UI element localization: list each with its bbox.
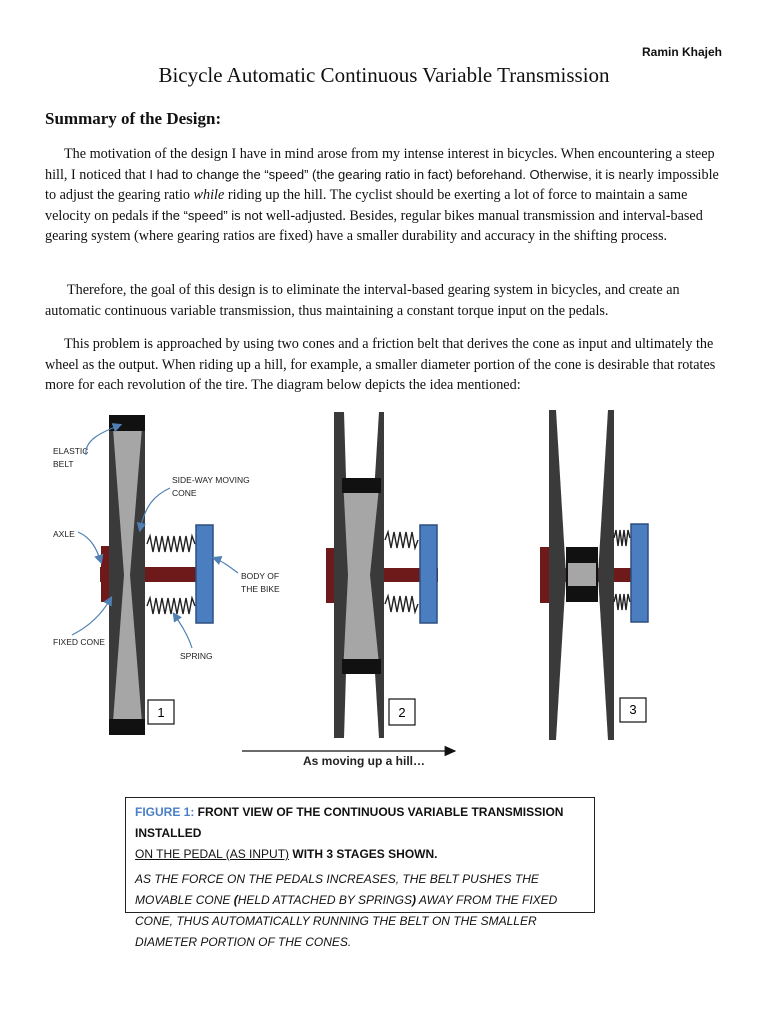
- author-name: Ramin Khajeh: [641, 45, 722, 59]
- caption-note-e: AWAY FROM THE FIXED CONE, THUS AUTOMATICALLY RUNNING THE BELT ON THE SMALLER DIAMETER PORTION OF THE CONES.: [135, 893, 558, 949]
- stage-2-assembly: [326, 412, 438, 738]
- p1-text-7: well-adjusted. Besides, regular bikes manual transmission and interval-based gearing system (where gearing ratios are fixed) have a smaller durability and accuracy in the shifting process.: [45, 207, 703, 244]
- stage-3-assembly: [540, 410, 648, 740]
- stage-3-moving-cone: [598, 410, 614, 740]
- label-spring: SPRING: [180, 651, 213, 661]
- figure-caption: [125, 797, 595, 949]
- callout-body-arrow: [214, 558, 238, 573]
- caption-note-b: (: [233, 893, 238, 907]
- callout-axle-arrow: [78, 532, 101, 562]
- stage-1-belt-top: [109, 415, 145, 431]
- label-sideway-1: SIDE-WAY MOVING: [172, 475, 250, 485]
- stage-3-fixed-cone: [549, 410, 566, 740]
- cvt-diagram: [0, 400, 768, 790]
- stage-2-moving-cone: [369, 412, 384, 738]
- caption-line-1: [135, 802, 586, 844]
- label-sideway-2: CONE: [172, 488, 197, 498]
- stage-3-number: 3: [629, 702, 637, 717]
- stage-3-spring-bottom: [614, 594, 630, 610]
- stage-1-number: 1: [157, 705, 165, 720]
- stage-1-bike-body: [196, 525, 213, 623]
- caption-figure-label: FIGURE 1:: [135, 805, 195, 819]
- callout-spring-arrow: [174, 614, 192, 648]
- label-body-2: THE BIKE: [241, 584, 280, 594]
- caption-note-d: ): [411, 893, 416, 907]
- stage-2-axle-stop: [326, 548, 334, 603]
- paragraph-motivation: [45, 144, 723, 247]
- p1-text-4: while: [193, 187, 225, 203]
- caption-note-c: HELD ATTACHED BY SPRINGS: [237, 893, 412, 907]
- p3-text: This problem is approached by using two cones and a friction belt that derives the cone as input and ultimately the wheel as the output. When riding up a hill, for example, a smaller diameter portion of the cone is desirable that rotates more for each revolution of the tire. The diagram below depicts the idea mentioned:: [45, 336, 716, 393]
- p1-text-1: The motivation of the design I have in mind arose from my intense interest in bicycles. When encountering a steep hill, I noticed that: [45, 146, 715, 183]
- caption-note: [135, 869, 586, 953]
- stage-3-belt-inner: [568, 563, 596, 586]
- progress-arrow-label: As moving up a hill…: [303, 754, 426, 768]
- label-elastic-2: BELT: [53, 459, 74, 469]
- caption-stages: WITH 3 STAGES SHOWN.: [289, 847, 438, 861]
- caption-underlined: ON THE PEDAL (AS INPUT): [135, 847, 290, 861]
- callout-fixed-arrow: [72, 598, 111, 635]
- p1-text-2: I had to change the “speed” (the gearing ratio in fact) beforehand. Otherwise, it is: [149, 166, 615, 182]
- p1-text-3: nearly impossible to adjust the gearing ratio: [45, 166, 719, 203]
- caption-title: FRONT VIEW OF THE CONTINUOUS VARIABLE TRANSMISSION INSTALLED: [135, 805, 564, 840]
- stage-1-assembly: [100, 415, 213, 735]
- stage-3-bike-body: [631, 524, 648, 622]
- stage-2-belt-top: [342, 478, 381, 493]
- stage-2-fixed-cone: [334, 412, 349, 738]
- caption-line-2: [135, 844, 586, 865]
- caption-note-a: AS THE FORCE ON THE PEDALS INCREASES, THE BELT PUSHES THE MOVABLE CONE: [135, 872, 539, 907]
- paragraph-approach: [45, 334, 723, 396]
- label-elastic-1: ELASTIC: [53, 446, 89, 456]
- label-fixed-cone: FIXED CONE: [53, 637, 105, 647]
- p1-text-6: if the “speed” is not: [151, 207, 263, 223]
- section-heading: Summary of the Design:: [45, 109, 222, 128]
- stage-2-belt-bottom: [342, 659, 381, 674]
- stage-1-axle-stop: [101, 546, 109, 602]
- stage-1-spring-top: [147, 536, 195, 552]
- p1-text-5: riding up the hill. The cyclist should be exerting a lot of force to maintain a same velocity on pedals: [45, 187, 688, 224]
- stage-2-bike-body: [420, 525, 437, 623]
- stage-2-spring-top: [385, 532, 418, 548]
- p2-text: Therefore, the goal of this design is to eliminate the interval-based gearing system in bicycles, and create an automatic continuous variable transmission, thus maintaining a constant torque input on the pedals.: [45, 282, 680, 319]
- label-axle: AXLE: [53, 529, 75, 539]
- stage-1-belt-bottom: [109, 719, 145, 735]
- document-title: Bicycle Automatic Continuous Variable Transmission: [158, 63, 610, 87]
- stage-1-spring-bottom: [147, 598, 195, 614]
- stage-2-number: 2: [398, 705, 406, 720]
- label-body-1: BODY OF: [241, 571, 280, 581]
- paragraph-goal: [45, 280, 723, 321]
- stage-3-spring-top: [614, 530, 630, 546]
- stage-2-spring-bottom: [385, 596, 418, 612]
- stage-3-axle-stop: [540, 547, 549, 603]
